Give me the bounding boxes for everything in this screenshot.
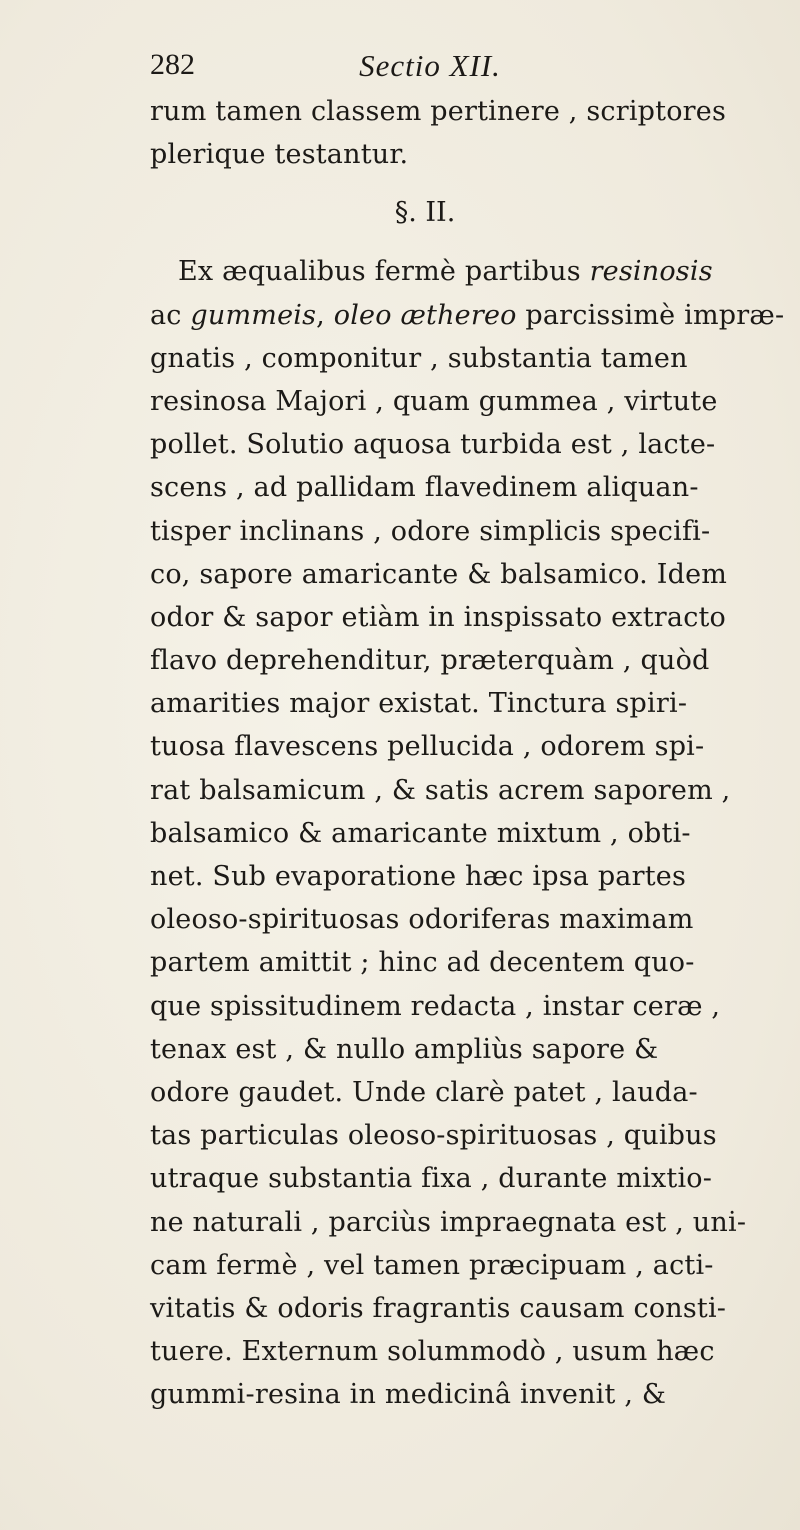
text-line: resinosa Majori , quam gummea , virtute <box>150 385 718 417</box>
text-line: que spissitudinem redacta , instar ceræ , <box>150 990 721 1022</box>
text-line: oleoso-spirituosas odoriferas maximam <box>150 904 694 936</box>
text-line: odore gaudet. Unde clarè patet , lauda- <box>150 1076 698 1108</box>
text-line: tuosa flavescens pellucida , odorem spi- <box>150 731 705 763</box>
text-line: odor & sapor etiàm in inspissato extracto <box>150 601 727 633</box>
text-line: tas particulas oleoso-spirituosas , quibus <box>150 1120 717 1152</box>
text-line: tisper inclinans , odore simplicis specifi- <box>150 515 711 547</box>
page-header <box>150 48 710 92</box>
text-run: , <box>316 299 334 331</box>
text-line: gummi-resina in medicinâ invenit , & <box>150 1379 667 1411</box>
text-line: rat balsamicum , & satis acrem saporem , <box>150 774 731 806</box>
text-line: pollet. Solutio aquosa turbida est , lacte- <box>150 429 716 461</box>
page-number: 282 <box>150 48 195 81</box>
text-run: ac <box>150 299 191 331</box>
italic-term: resinosis <box>589 256 713 288</box>
text-line: scens , ad pallidam flavedinem aliquan- <box>150 472 699 504</box>
text-line: plerique testantur. <box>150 139 409 171</box>
italic-term: gummeis <box>190 299 317 331</box>
text-line: cam fermè , vel tamen præcipuam , acti- <box>150 1249 714 1281</box>
text-line <box>150 250 790 293</box>
text-line: flavo deprehenditur, præterquàm , quòd <box>150 645 710 677</box>
text-line: tuere. Externum solummodò , usum hæc <box>150 1336 715 1368</box>
text-line: utraque substantia fixa , durante mixtio- <box>150 1163 713 1195</box>
text-line: balsamico & amaricante mixtum , obti- <box>150 817 691 849</box>
text-line: co, sapore amaricante & balsamico. Idem <box>150 558 728 590</box>
text-line: rum tamen classem pertinere , scriptores <box>150 96 727 127</box>
body-text <box>150 90 790 1416</box>
italic-term: oleo æthereo <box>333 299 517 331</box>
text-line: partem amittit ; hinc ad decentem quo- <box>150 947 695 979</box>
text-line: vitatis & odoris fragrantis causam consti- <box>150 1292 727 1324</box>
running-head: Sectio XII. <box>359 48 501 83</box>
text-line: gnatis , componitur , substantia tamen <box>150 342 688 374</box>
text-run: Ex æqualibus fermè partibus <box>178 256 590 288</box>
section-heading: §. II. <box>394 197 456 229</box>
text-line <box>150 294 790 337</box>
text-line: net. Sub evaporatione hæc ipsa partes <box>150 861 686 892</box>
text-line: tenax est , & nullo ampliùs sapore & <box>150 1033 659 1065</box>
text-run: parcissimè impræ- <box>516 299 785 331</box>
text-line: amarities major existat. Tinctura spiri- <box>150 688 688 720</box>
text-line: ne naturali , parciùs impraegnata est , uni- <box>150 1206 747 1238</box>
